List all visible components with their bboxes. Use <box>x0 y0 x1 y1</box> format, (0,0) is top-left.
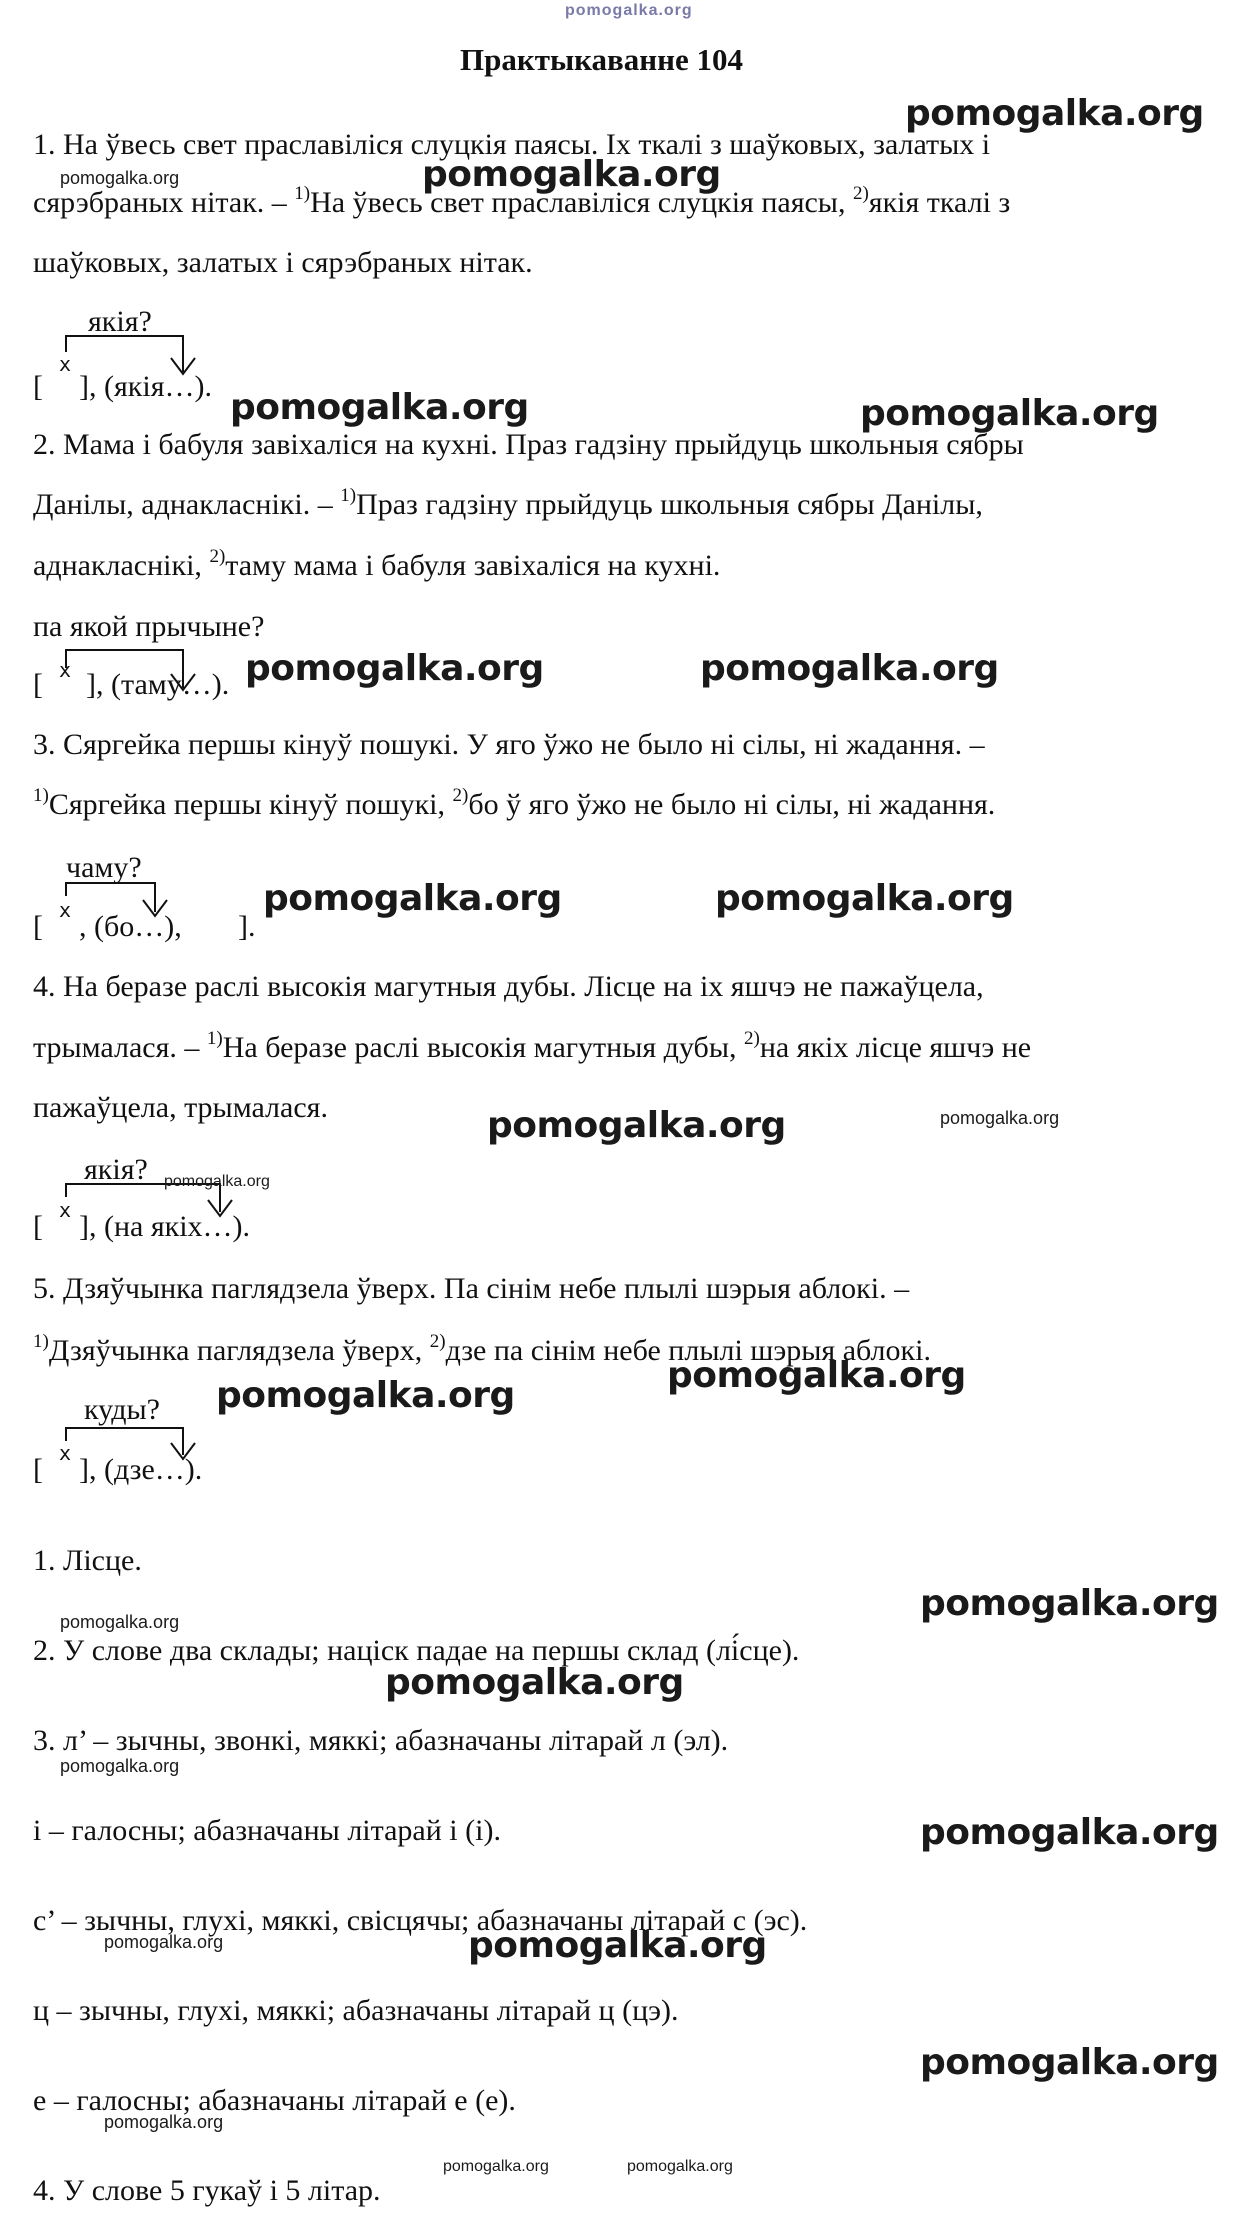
watermark: pomogalka.org <box>216 1375 515 1416</box>
site-mark: pomogalka.org <box>565 2 693 19</box>
analysis-line-4: і – галосны; абазначаны літарай і (і). <box>33 1814 501 1847</box>
item-1-scheme-question: якія? <box>88 305 152 338</box>
watermark: pomogalka.org <box>164 1173 270 1190</box>
item-2-line-1: 2. Мама і бабуля завіхаліся на кухні. Праз гадзіну прыйдуць школьныя сябры <box>33 428 1024 461</box>
watermark: pomogalka.org <box>443 2158 549 2175</box>
watermark: pomogalka.org <box>715 878 1014 919</box>
page-title: Практыкаванне 104 <box>460 42 744 77</box>
item-5-predicate-mark: x <box>59 1441 72 1465</box>
watermark: pomogalka.org <box>700 648 999 689</box>
watermark: pomogalka.org <box>385 1662 684 1703</box>
item-2-predicate-mark: x <box>59 658 72 682</box>
watermark: pomogalka.org <box>860 393 1159 434</box>
item-4-scheme: [ <box>33 1210 43 1243</box>
item-4-scheme-question: якія? <box>84 1153 148 1186</box>
item-4-line-2: трымалася. – $^{1)}$На беразе раслі высокія магутныя дубы, $^{2)}$на якіх лісце яшчэ не <box>33 1028 1032 1064</box>
item-1-line-1: 1. На ўвесь свет праславіліся слуцкія паясы. Іх ткалі з шаўковых, залатых і <box>33 128 991 161</box>
watermark: pomogalka.org <box>422 154 721 195</box>
item-5-line-1: 5. Дзяўчынка паглядзела ўверх. Па сінім небе плылі шэрыя аблокі. – <box>33 1272 910 1305</box>
item-3-scheme-close: ]. <box>238 910 256 943</box>
item-3-scheme-rest: , (бо…), <box>79 910 182 943</box>
watermark: pomogalka.org <box>245 648 544 689</box>
item-4-line-3: пажаўцела, трымалася. <box>33 1091 328 1124</box>
item-5-scheme: [ <box>33 1453 43 1486</box>
analysis-line-5: с’ – зычны, глухі, мяккі, свісцячы; абазначаны літарай с (эс). <box>33 1904 808 1937</box>
analysis-line-3: 3. л’ – зычны, звонкі, мяккі; абазначаны літарай л (эл). <box>33 1724 729 1757</box>
item-2-scheme-rest: ], (таму…). <box>86 668 230 701</box>
analysis-line-1: 1. Лісце. <box>33 1544 142 1577</box>
analysis-line-6: ц – зычны, глухі, мяккі; абазначаны літарай ц (цэ). <box>33 1994 679 2027</box>
watermark: pomogalka.org <box>627 2158 733 2175</box>
analysis-line-7: е – галосны; абазначаны літарай е (е). <box>33 2084 516 2117</box>
item-5-scheme-rest: ], (дзе…). <box>79 1453 203 1486</box>
watermark: pomogalka.org <box>60 1756 180 1776</box>
watermark: pomogalka.org <box>940 1108 1060 1128</box>
item-4-line-1: 4. На беразе раслі высокія магутныя дубы. Лісце на іх яшчэ не пажаўцела, <box>33 970 984 1003</box>
watermark: pomogalka.org <box>667 1355 966 1396</box>
item-1-predicate-mark: x <box>59 352 72 376</box>
watermark: pomogalka.org <box>104 2112 224 2132</box>
item-3-scheme-question: чаму? <box>66 851 142 884</box>
watermark: pomogalka.org <box>905 93 1204 134</box>
item-1-line-2: сярэбраных нітак. – $^{1)}$На ўвесь свет праславіліся слуцкія паясы, $^{2)}$якія ткалі з <box>33 183 1011 219</box>
item-2-line-2: Данілы, аднакласнікі. – $^{1)}$Праз гадзіну прыйдуць школьныя сябры Данілы, <box>33 485 983 521</box>
watermark: pomogalka.org <box>104 1932 224 1952</box>
item-1-scheme: [ <box>33 370 43 403</box>
item-2-line-3: аднакласнікі, $^{2)}$таму мама і бабуля завіхаліся на кухні. <box>33 546 721 582</box>
item-2-scheme: [ <box>33 668 43 701</box>
item-3-line-1: 3. Сяргейка першы кінуў пошукі. У яго ўжо не было ні сілы, ні жадання. – <box>33 728 985 761</box>
watermark: pomogalka.org <box>468 1925 767 1966</box>
watermark: pomogalka.org <box>920 1812 1219 1853</box>
watermark: pomogalka.org <box>487 1105 786 1146</box>
watermark: pomogalka.org <box>60 1612 180 1632</box>
item-4-scheme-rest: ], (на якіх…). <box>79 1210 251 1243</box>
watermark: pomogalka.org <box>263 878 562 919</box>
item-5-line-2: $^{1)}$Дзяўчынка паглядзела ўверх, $^{2)}$дзе па сінім небе плылі шэрыя аблокі. <box>33 1331 931 1367</box>
item-2-scheme-question: па якой прычыне? <box>33 610 265 643</box>
item-5-scheme-question: куды? <box>84 1393 160 1426</box>
watermark: pomogalka.org <box>230 387 529 428</box>
watermark: pomogalka.org <box>920 2042 1219 2083</box>
item-3-scheme: [ <box>33 910 43 943</box>
item-5-scheme-arrow <box>0 0 1 1</box>
item-4-predicate-mark: x <box>59 1198 72 1222</box>
analysis-line-8: 4. У слове 5 гукаў і 5 літар. <box>33 2174 381 2207</box>
item-1-line-3: шаўковых, залатых і сярэбраных нітак. <box>33 246 533 279</box>
analysis-line-2: 2. У слове два склады; націск падае на першы склад (лі́сце). <box>33 1634 800 1667</box>
watermark: pomogalka.org <box>920 1583 1219 1624</box>
item-3-line-2: $^{1)}$Сяргейка першы кінуў пошукі, $^{2)}$бо ў яго ўжо не было ні сілы, ні жадання. <box>33 785 996 821</box>
item-1-scheme-rest: ], (якія…). <box>79 370 212 403</box>
watermark: pomogalka.org <box>60 168 180 188</box>
item-3-predicate-mark: x <box>59 898 72 922</box>
